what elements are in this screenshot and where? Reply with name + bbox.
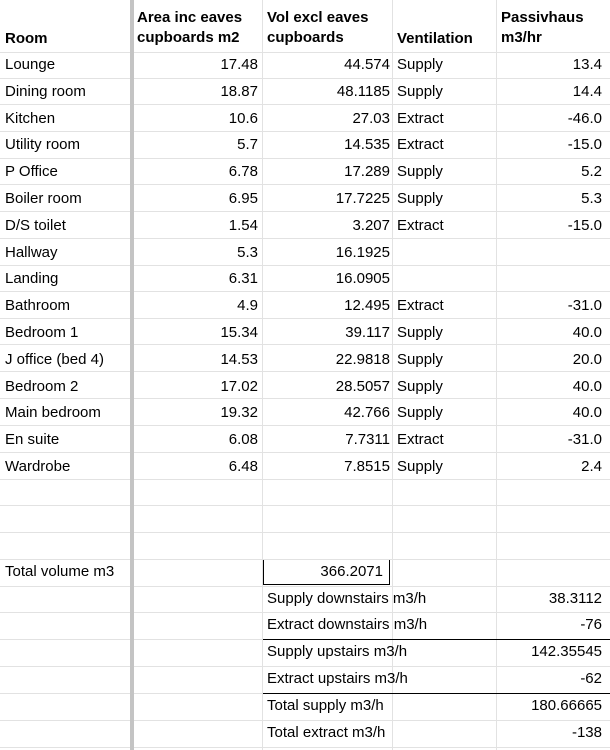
area-cell[interactable]: 4.9 (237, 297, 258, 314)
summary-label[interactable]: Extract upstairs m3/h (267, 670, 408, 687)
room-name-cell[interactable]: Bedroom 2 (5, 378, 79, 395)
header-ventilation[interactable]: Ventilation (397, 30, 473, 47)
ventilation-cell[interactable]: Supply (397, 351, 443, 368)
frozen-column-divider (130, 0, 134, 750)
ventilation-cell[interactable]: Supply (397, 324, 443, 341)
passivhaus-cell[interactable]: 5.2 (581, 163, 602, 180)
volume-cell[interactable]: 14.535 (344, 136, 390, 153)
area-cell[interactable]: 17.02 (220, 378, 258, 395)
header-room[interactable]: Room (5, 30, 48, 47)
passivhaus-cell[interactable]: -31.0 (567, 297, 602, 314)
total-volume-label[interactable]: Total volume m3 (5, 563, 115, 580)
room-name-cell[interactable]: Lounge (5, 56, 56, 73)
grid-column-line (496, 0, 497, 750)
header-passivhaus-line1[interactable]: Passivhaus (501, 9, 584, 26)
area-cell[interactable]: 6.78 (228, 163, 258, 180)
volume-cell[interactable]: 16.0905 (335, 270, 390, 287)
grid-row-line (0, 747, 610, 748)
summary-value[interactable]: 180.66665 (531, 697, 602, 714)
area-cell[interactable]: 17.48 (220, 56, 258, 73)
volume-cell[interactable]: 22.9818 (335, 351, 390, 368)
room-name-cell[interactable]: Utility room (5, 136, 81, 153)
summary-value[interactable]: -138 (571, 724, 602, 741)
ventilation-cell[interactable]: Supply (397, 404, 443, 421)
header-vol-line2[interactable]: cupboards (267, 29, 344, 46)
subtotal-underline (263, 639, 610, 640)
summary-value[interactable]: -62 (580, 670, 602, 687)
area-cell[interactable]: 5.7 (237, 136, 258, 153)
summary-label[interactable]: Supply downstairs m3/h (267, 590, 427, 607)
summary-value[interactable]: 142.35545 (531, 643, 602, 660)
room-name-cell[interactable]: Bathroom (5, 297, 71, 314)
header-passivhaus-line2[interactable]: m3/hr (501, 29, 542, 46)
room-name-cell[interactable]: Kitchen (5, 110, 56, 127)
grid-column-line (262, 0, 263, 750)
ventilation-cell[interactable]: Supply (397, 163, 443, 180)
area-cell[interactable]: 18.87 (220, 83, 258, 100)
volume-cell[interactable]: 28.5057 (335, 378, 390, 395)
volume-cell[interactable]: 17.289 (344, 163, 390, 180)
volume-cell[interactable]: 48.1185 (336, 83, 390, 100)
ventilation-cell[interactable]: Extract (397, 431, 444, 448)
ventilation-cell[interactable]: Extract (397, 297, 444, 314)
room-name-cell[interactable]: Wardrobe (5, 458, 71, 475)
ventilation-cell[interactable] (397, 240, 495, 266)
ventilation-cell[interactable]: Supply (397, 458, 443, 475)
room-name-cell[interactable]: Dining room (5, 83, 86, 100)
summary-value[interactable]: -76 (580, 616, 602, 633)
room-name-cell[interactable]: Hallway (5, 244, 58, 261)
grid-row-line (0, 505, 610, 506)
passivhaus-cell[interactable] (500, 266, 602, 292)
passivhaus-cell[interactable]: 20.0 (572, 351, 602, 368)
area-cell[interactable]: 14.53 (220, 351, 258, 368)
room-name-cell[interactable]: Bedroom 1 (5, 324, 79, 341)
passivhaus-cell[interactable]: 40.0 (572, 324, 602, 341)
ventilation-cell[interactable]: Supply (397, 56, 443, 73)
summary-label[interactable]: Supply upstairs m3/h (267, 643, 408, 660)
summary-label[interactable]: Total supply m3/h (267, 697, 384, 714)
volume-cell[interactable]: 42.766 (344, 404, 390, 421)
area-cell[interactable]: 6.95 (228, 190, 258, 207)
ventilation-cell[interactable]: Supply (397, 378, 443, 395)
area-cell[interactable]: 19.32 (220, 404, 258, 421)
header-area-line1[interactable]: Area inc eaves (137, 9, 243, 26)
ventilation-cell[interactable]: Extract (397, 110, 444, 127)
room-name-cell[interactable]: D/S toilet (5, 217, 66, 234)
passivhaus-cell[interactable]: -31.0 (567, 431, 602, 448)
passivhaus-cell[interactable]: -15.0 (567, 217, 602, 234)
area-cell[interactable]: 1.54 (228, 217, 258, 234)
area-cell[interactable]: 6.48 (228, 458, 258, 475)
summary-value[interactable]: 38.3112 (548, 590, 602, 607)
volume-cell[interactable]: 27.03 (352, 110, 390, 127)
room-name-cell[interactable]: Boiler room (5, 190, 82, 207)
header-area-line2[interactable]: cupboards m2 (137, 29, 240, 46)
area-cell[interactable]: 10.6 (228, 110, 258, 127)
passivhaus-cell[interactable]: 14.4 (572, 83, 602, 100)
volume-cell[interactable]: 7.8515 (344, 458, 390, 475)
passivhaus-cell[interactable]: 40.0 (572, 404, 602, 421)
area-cell[interactable]: 6.08 (228, 431, 258, 448)
passivhaus-cell[interactable]: 2.4 (581, 458, 602, 475)
area-cell[interactable]: 5.3 (237, 244, 258, 261)
subtotal-underline (263, 693, 610, 694)
passivhaus-cell[interactable] (500, 240, 602, 266)
summary-label[interactable]: Total extract m3/h (267, 724, 386, 741)
passivhaus-cell[interactable]: -46.0 (567, 110, 602, 127)
room-name-cell[interactable]: En suite (5, 431, 60, 448)
passivhaus-cell[interactable]: 13.4 (572, 56, 602, 73)
ventilation-cell[interactable]: Supply (397, 190, 443, 207)
volume-cell[interactable]: 39.117 (345, 324, 390, 341)
area-cell[interactable]: 6.31 (228, 270, 258, 287)
passivhaus-cell[interactable]: 40.0 (572, 378, 602, 395)
room-name-cell[interactable]: J office (bed 4) (5, 351, 104, 368)
grid-row-line (0, 559, 610, 560)
total-volume-cell[interactable]: 366.2071 (263, 559, 390, 585)
summary-label[interactable]: Extract downstairs m3/h (267, 616, 428, 633)
volume-cell[interactable]: 7.7311 (345, 431, 390, 448)
ventilation-cell[interactable]: Supply (397, 83, 443, 100)
grid-row-line (0, 532, 610, 533)
room-name-cell[interactable]: Main bedroom (5, 404, 101, 421)
ventilation-cell[interactable]: Extract (397, 217, 444, 234)
ventilation-cell[interactable]: Extract (397, 136, 444, 153)
room-name-cell[interactable]: Landing (5, 270, 59, 287)
header-vol-line1[interactable]: Vol excl eaves (267, 9, 369, 26)
volume-cell[interactable]: 16.1925 (335, 244, 390, 261)
volume-cell[interactable]: 3.207 (352, 217, 390, 234)
area-cell[interactable]: 15.34 (220, 324, 258, 341)
room-name-cell[interactable]: P Office (5, 163, 58, 180)
volume-cell[interactable]: 44.574 (344, 56, 390, 73)
volume-cell[interactable]: 17.7225 (335, 190, 390, 207)
passivhaus-cell[interactable]: 5.3 (581, 190, 602, 207)
ventilation-cell[interactable] (397, 266, 495, 292)
volume-cell[interactable]: 12.495 (344, 297, 390, 314)
passivhaus-cell[interactable]: -15.0 (567, 136, 602, 153)
